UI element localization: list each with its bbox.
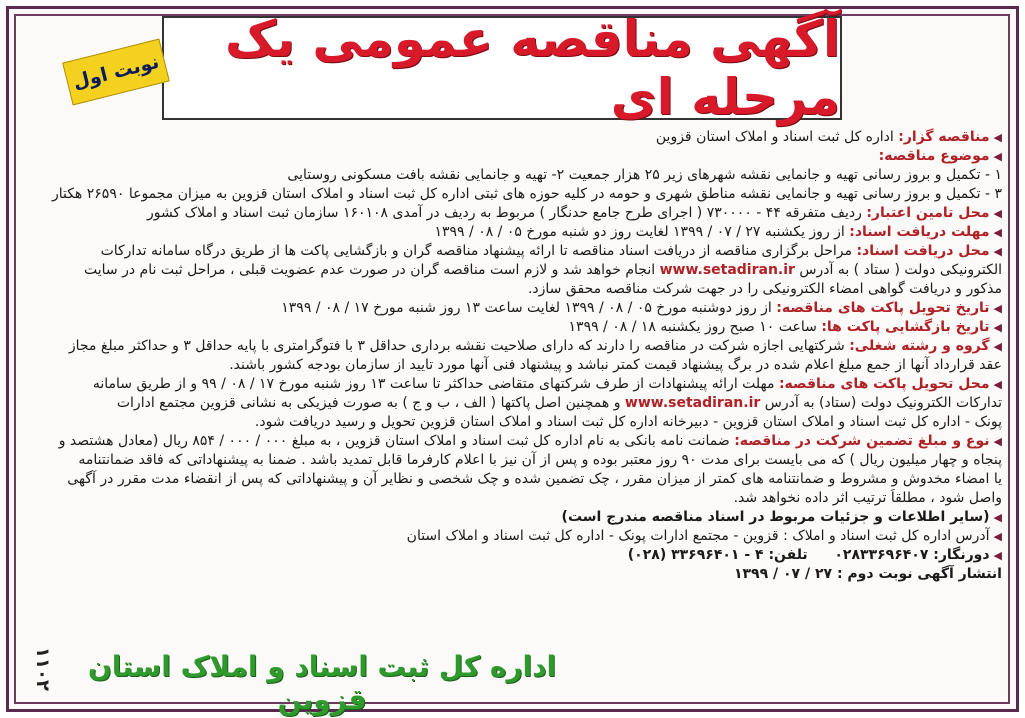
group-line-2: عقد قرارداد آنها از جمع مبلغ اعلام شده در برگ پیشنهاد قیمت کمتر نباشد و پیشنهاد فنی آنها مورد تایید از سازمان بودجه کشور باشند. <box>229 357 1002 373</box>
credit-value: ردیف متفرقه ۴۴ - ۷۳۰۰۰۰ ( اجرای طرح جامع حدنگار ) مربوط به ردیف در آمدی ۱۶۰۱۰۸ سازمان ثبت اسناد و املاک کشور <box>147 205 867 221</box>
delivery-date-row <box>22 299 1002 318</box>
delivery-place-line-3: پونک - اداره کل ثبت اسناد و املاک استان قزوین - دبیرخانه اداره کل ثبت اسناد و املاک استان قزوین تحویل و رسید دریافت شود. <box>254 414 1002 430</box>
subject-line-1: ۱ - تکمیل و بروز رسانی تهیه و جانمایی نقشه شهرهای زیر ۲۵ هزار جمعیت ۲- تهیه و جانمایی نقشه بافت مسکونی روستایی <box>287 167 1002 183</box>
delivery-date-value: از روز دوشنبه مورخ ۰۵ / ۰۸ / ۱۳۹۹ لغایت ساعت ۱۳ روز شنبه مورخ ۱۷ / ۰۸ / ۱۳۹۹ <box>281 300 777 316</box>
guarantee-row <box>22 432 1002 451</box>
notice-body <box>22 128 1002 648</box>
setadiran-link[interactable]: www.setadiran.ir <box>624 395 761 411</box>
docs-place-text-2a: الکترونیکی دولت ( ستاد ) به آدرس <box>794 262 1002 278</box>
bullet-icon: ◀ <box>993 131 1002 144</box>
group-text-1: شرکتهایی اجازه شرکت در مناقصه را دارند که دارای صلاحیت نقشه برداری حداقل ۳ با فتوگرامتری با پایه حداقل ۳ و حداکثر مبلغ مجاز <box>68 338 850 354</box>
delivery-place-text-1: مهلت ارائه پیشنهادات از طرف شرکتهای متقاضی حداکثر تا ساعت ۱۳ روز شنبه مورخ ۱۷ / ۰۸ / ۹۹ و از طریق سامانه <box>92 376 779 392</box>
other-info-row <box>22 508 1002 527</box>
address-text: آدرس اداره کل ثبت اسناد و املاک : قزوین - مجتمع ادارات پونک - اداره کل ثبت اسناد و املاک استان <box>406 528 990 544</box>
guarantee-label: نوع و مبلغ تضمین شرکت در مناقصه: <box>734 433 990 449</box>
opening-date-row <box>22 318 1002 337</box>
guarantee-line-2: پنجاه و چهار میلیون ریال ) که می بایست برای مدت ۹۰ روز معتبر بوده و پس از آن نیز با اعلام کارفرما قابل تمدید باشد . ضمنا به پیشنهاداتی که فاقد ضمانتنامه <box>78 452 1002 468</box>
bullet-icon: ◀ <box>993 530 1002 543</box>
bullet-icon: ◀ <box>993 549 1002 562</box>
footer-organization-name: اداره کل ثبت اسناد و املاک استان قزوین <box>87 650 557 716</box>
title-box <box>162 10 842 126</box>
bullet-icon: ◀ <box>993 150 1002 163</box>
delivery-place-row <box>22 375 1002 394</box>
docs-place-line-3: مذکور و دریافت گواهی امضاء الکترونیکی را در جهت شرکت مناقصه محقق سازد. <box>527 281 1002 297</box>
docs-place-text-1: مراحل برگزاری مناقصه از دریافت اسناد مناقصه تا ارائه پیشنهاد مناقصه گران و بازگشایی پاکت ها از طریق درگاه سامانه تدارکات <box>100 243 857 259</box>
opening-date-value: ساعت ۱۰ صبح روز یکشنبه ۱۸ / ۰۸ / ۱۳۹۹ <box>568 319 822 335</box>
other-info-text: (سایر اطلاعات و جزئیات مربوط در اسناد مناقصه مندرج است) <box>561 509 990 525</box>
bullet-icon: ◀ <box>993 511 1002 524</box>
fax-label: دورنگار: <box>933 547 990 563</box>
organizer-label: مناقصه گزار: <box>898 129 990 145</box>
delivery-place-label: محل تحویل پاکت های مناقصه: <box>778 376 990 392</box>
guarantee-text-1: ضمانت نامه بانکی به نام اداره کل ثبت اسناد و املاک استان قزوین ، به مبلغ ۰۰۰ / ۰۰۰ / ۸۵۴ ریال (معادل هشتصد و <box>58 433 735 449</box>
contact-row <box>22 546 1002 565</box>
bullet-icon: ◀ <box>993 226 1002 239</box>
bullet-icon: ◀ <box>993 435 1002 448</box>
subject-label: موضوع مناقصه: <box>878 148 990 164</box>
bullet-icon: ◀ <box>993 207 1002 220</box>
docs-place-text-2b: انجام خواهد شد و لازم است مناقصه گران در صورت عدم عضویت قبلی ، مراحل ثبت نام در سایت <box>84 262 660 278</box>
group-row <box>22 337 1002 356</box>
bullet-icon: ◀ <box>993 321 1002 334</box>
page-mark: ۱۱۰۲ <box>32 647 53 691</box>
deadline-docs-value: از روز یکشنبه ۲۷ / ۰۷ / ۱۳۹۹ لغایت روز دو شنبه مورخ ۰۵ / ۰۸ / ۱۳۹۹ <box>434 224 850 240</box>
docs-place-row <box>22 242 1002 261</box>
delivery-place-text-2a: تدارکات الکترونیک دولت (ستاد) به آدرس <box>760 395 1002 411</box>
deadline-docs-label: مهلت دریافت اسناد: <box>849 224 990 240</box>
credit-row <box>22 204 1002 223</box>
bullet-icon: ◀ <box>993 340 1002 353</box>
delivery-place-text-2b: و همچنین اصل پاکتها ( الف ، ب و ج ) به صورت فیزیکی به نشانی قزوین مجتمع ادارات <box>116 395 625 411</box>
phone-value: ۴ - ۳۳۶۹۶۴۰۱ (۰۲۸) <box>627 547 769 563</box>
bullet-icon: ◀ <box>993 378 1002 391</box>
subject-line-2: ۳ - تکمیل و بروز رسانی تهیه و جانمایی نقشه مناطق شهری و حومه در کلیه حوزه های ثبتی اداره کل ثبت اسناد و املاک استان قزوین به میزان مجموعا ۲۶۵۹۰ هکتار <box>51 186 1002 202</box>
group-label: گروه و رشته شغلی: <box>849 338 990 354</box>
address-row <box>22 527 1002 546</box>
bullet-icon: ◀ <box>993 302 1002 315</box>
fax-value: ۰۲۸۳۳۶۹۶۴۰۷ <box>834 547 934 563</box>
credit-label: محل تامین اعتبار: <box>866 205 990 221</box>
guarantee-line-4: واصل شود ، مطلقاً ترتیب اثر داده نخواهد شد. <box>733 490 1002 506</box>
organizer-value: اداره کل ثبت اسناد و املاک استان قزوین <box>655 129 899 145</box>
phone-label: تلفن: <box>768 547 808 563</box>
organizer-row <box>22 128 1002 147</box>
guarantee-line-3: یا امضاء مخدوش و مشروط و ضمانتنامه های کمتر از میزان مقرر ، چک تضمین شده و چک شخصی و نظایر آن و پیشنهاداتی که پس از انقضاء مدت مقرر در آگهی <box>67 471 1002 487</box>
subject-row <box>22 147 1002 166</box>
delivery-date-label: تاریخ تحویل پاکت های مناقصه: <box>776 300 990 316</box>
opening-date-label: تاریخ بازگشایی پاکت ها: <box>821 319 990 335</box>
docs-place-label: محل دریافت اسناد: <box>856 243 990 259</box>
deadline-docs-row <box>22 223 1002 242</box>
delivery-place-line-2 <box>22 394 1002 413</box>
docs-place-line-2 <box>22 261 1002 280</box>
bullet-icon: ◀ <box>993 245 1002 258</box>
setadiran-link[interactable]: www.setadiran.ir <box>659 262 795 278</box>
notice-title: آگهی مناقصه عمومی یک مرحله ای <box>224 10 840 126</box>
first-publication-badge: نوبت اول <box>62 39 170 106</box>
second-publication-row: انتشار آگهی نوبت دوم : ۲۷ / ۰۷ / ۱۳۹۹ <box>733 566 1002 582</box>
